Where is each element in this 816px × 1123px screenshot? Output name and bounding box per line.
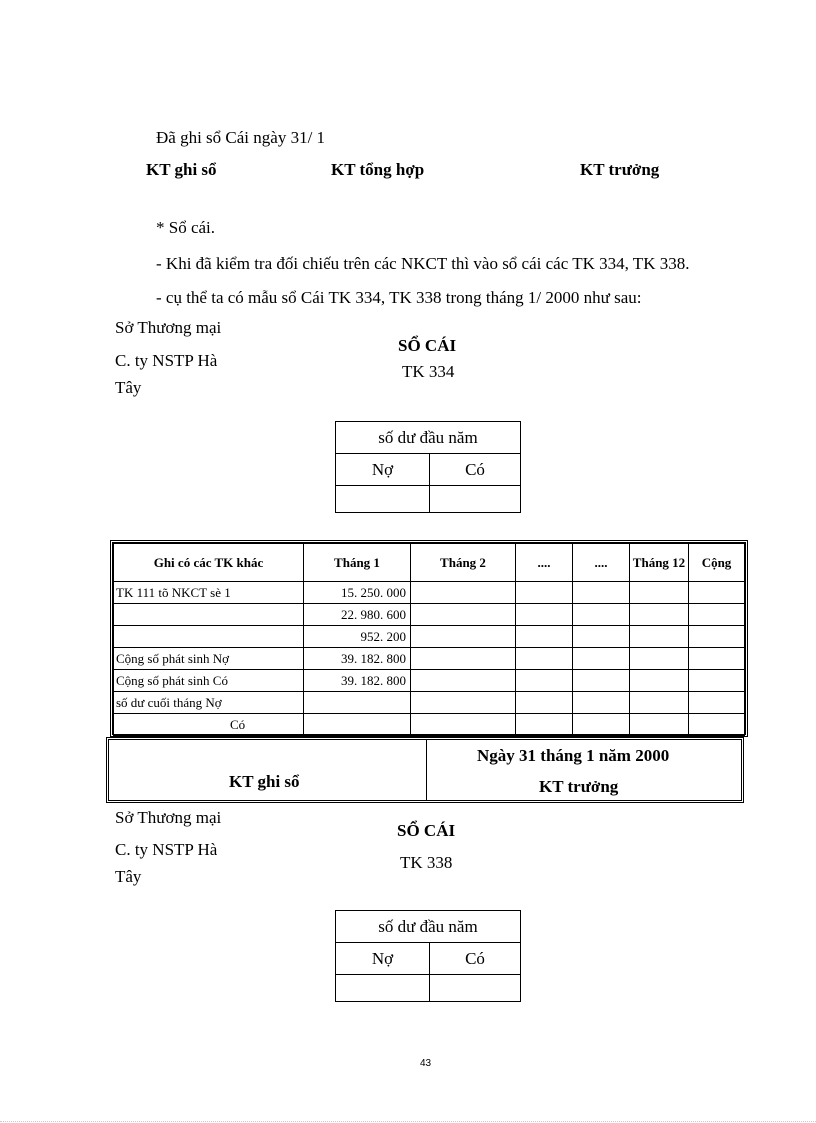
signature-box xyxy=(106,737,744,803)
row-label: Cộng số phát sinh Có xyxy=(114,670,304,692)
col-header-ellipsis-2: .... xyxy=(573,544,630,582)
opening-balance-header: số dư đầu năm xyxy=(336,911,521,943)
row-label: Có xyxy=(114,714,304,736)
row-label: số dư cuối tháng Nợ xyxy=(114,692,304,714)
month-1-value: 39. 182. 800 xyxy=(304,670,411,692)
ledger-table xyxy=(113,543,745,736)
footer-accountant: KT ghi sổ xyxy=(229,772,300,791)
debit-cell xyxy=(336,975,430,1002)
signature-accountant: KT ghi sổ xyxy=(146,160,217,179)
company-name-2: C. ty NSTP Hà xyxy=(115,840,218,859)
company-name-1: C. ty NSTP Hà xyxy=(115,351,218,370)
month-1-value: 952. 200 xyxy=(304,626,411,648)
ledger-title-1: SỔ CÁI xyxy=(398,336,457,355)
row-label: Cộng số phát sinh Nợ xyxy=(114,648,304,670)
ledger-title-2: SỔ CÁI xyxy=(397,821,456,840)
row-label: TK 111 tõ NKCT sè 1 xyxy=(114,582,304,604)
table-row xyxy=(114,582,745,604)
debit-header: Nợ xyxy=(336,454,430,486)
table-row xyxy=(114,626,745,648)
opening-balance-header: số dư đầu năm xyxy=(336,422,521,454)
credit-cell xyxy=(430,975,521,1002)
col-header-total: Cộng xyxy=(689,544,745,582)
month-1-value xyxy=(304,714,411,736)
org-name-1: Sở Thương mại xyxy=(115,318,222,337)
credit-cell xyxy=(430,486,521,513)
org-name-2: Sở Thương mại xyxy=(115,808,222,827)
table-row xyxy=(114,692,745,714)
page-number: 43 xyxy=(420,1058,432,1069)
footer-chief-accountant: KT trưởng xyxy=(539,777,619,796)
account-number-1: TK 334 xyxy=(402,362,455,381)
account-number-2: TK 338 xyxy=(400,853,453,872)
divider xyxy=(426,740,427,800)
row-label xyxy=(114,626,304,648)
col-header-month-12: Tháng 12 xyxy=(630,544,689,582)
month-1-value xyxy=(304,692,411,714)
month-1-value: 22. 980. 600 xyxy=(304,604,411,626)
company-name-2-cont: Tây xyxy=(115,867,142,886)
opening-balance-table-1 xyxy=(335,421,521,513)
page-bottom-line xyxy=(0,1121,816,1122)
table-row xyxy=(114,714,745,736)
col-header-other-accounts: Ghi có các TK khác xyxy=(114,544,304,582)
section-title: * Sổ cái. xyxy=(156,218,216,237)
debit-header: Nợ xyxy=(336,943,430,975)
col-header-ellipsis-1: .... xyxy=(516,544,573,582)
signature-chief-accountant: KT trưởng xyxy=(580,160,660,179)
paragraph-2: - cụ thể ta có mẫu sổ Cái TK 334, TK 338 trong tháng 1/ 2000 như sau: xyxy=(156,288,642,307)
credit-header: Có xyxy=(430,454,521,486)
col-header-month-1: Tháng 1 xyxy=(304,544,411,582)
paragraph-1: - Khi đã kiểm tra đối chiếu trên các NKCT thì vào sổ cái các TK 334, TK 338. xyxy=(156,254,690,273)
month-1-value: 15. 250. 000 xyxy=(304,582,411,604)
table-row xyxy=(114,648,745,670)
company-name-1-cont: Tây xyxy=(115,378,142,397)
signature-general-accountant: KT tổng hợp xyxy=(331,160,425,179)
debit-cell xyxy=(336,486,430,513)
ledger-table-frame xyxy=(110,540,748,737)
opening-balance-table-2 xyxy=(335,910,521,1002)
table-row xyxy=(114,604,745,626)
posting-line: Đã ghi sổ Cái ngày 31/ 1 xyxy=(156,128,326,147)
footer-date: Ngày 31 tháng 1 năm 2000 xyxy=(477,746,670,765)
col-header-month-2: Tháng 2 xyxy=(411,544,516,582)
row-label xyxy=(114,604,304,626)
credit-header: Có xyxy=(430,943,521,975)
month-1-value: 39. 182. 800 xyxy=(304,648,411,670)
table-row xyxy=(114,670,745,692)
